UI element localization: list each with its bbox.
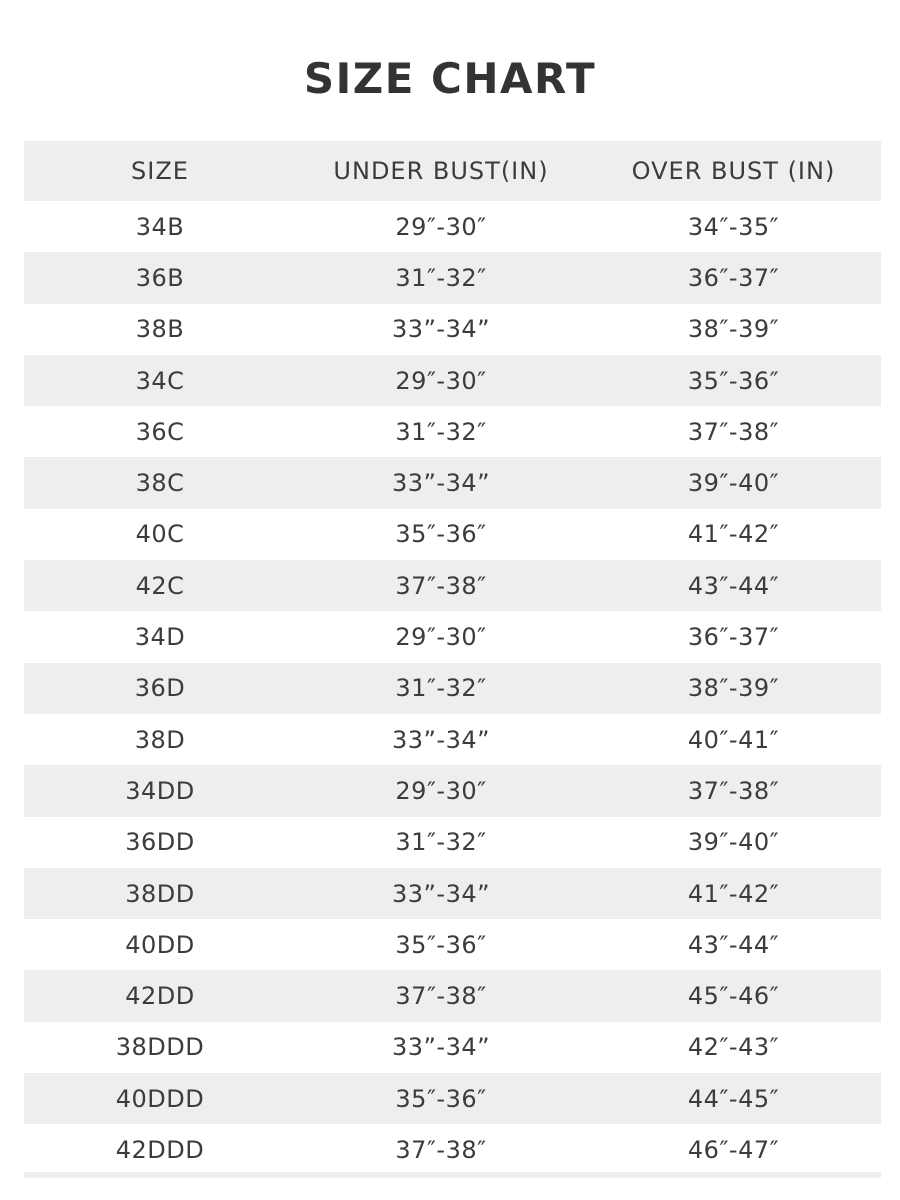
table-row (24, 304, 881, 355)
table-row (24, 252, 881, 303)
table-row (24, 714, 881, 765)
header-size: SIZE (131, 157, 189, 185)
cell-under-bust: 35″-36″ (395, 930, 487, 959)
table-row (24, 201, 881, 252)
cell-size: 38D (134, 725, 186, 754)
cell-under-bust: 33”-34” (391, 1033, 491, 1062)
cell-under-bust: 33”-34” (391, 469, 491, 498)
table-row (24, 765, 881, 816)
cell-over-bust: 39″-40″ (687, 828, 780, 857)
cell-size: 36D (134, 674, 186, 703)
table-body (24, 201, 881, 1176)
table-row (24, 817, 881, 868)
cell-under-bust: 31″-32″ (395, 417, 487, 446)
cell-under-bust: 31″-32″ (395, 828, 487, 857)
table-row (24, 868, 881, 919)
cell-under-bust: 37″-38″ (395, 1135, 487, 1164)
cell-over-bust: 41″-42″ (687, 520, 780, 549)
cell-under-bust: 31″-32″ (395, 263, 487, 292)
cell-size: 40DD (125, 930, 195, 959)
cell-under-bust: 35″-36″ (395, 1084, 487, 1113)
cell-size: 34C (135, 366, 185, 395)
table-row (24, 970, 881, 1021)
cell-over-bust: 43″-44″ (687, 930, 780, 959)
cell-size: 38B (135, 315, 185, 344)
cell-size: 36C (135, 417, 185, 446)
cell-over-bust: 44″-45″ (687, 1084, 780, 1113)
cell-over-bust: 46″-47″ (687, 1135, 780, 1164)
table-row (24, 509, 881, 560)
cell-over-bust: 40″-41″ (687, 725, 780, 754)
header-over-bust: OVER BUST (IN) (631, 157, 836, 185)
cell-over-bust: 36″-37″ (687, 263, 780, 292)
cell-over-bust: 35″-36″ (687, 366, 780, 395)
cell-size: 38C (135, 469, 185, 498)
cell-size: 40C (135, 520, 185, 549)
cell-size: 42C (135, 571, 185, 600)
cell-under-bust: 33”-34” (391, 725, 491, 754)
cell-size: 34D (134, 623, 186, 652)
page-title: SIZE CHART (303, 54, 597, 103)
cell-over-bust: 43″-44″ (687, 571, 780, 600)
cell-under-bust: 29″-30″ (395, 212, 487, 241)
cell-size: 40DDD (115, 1084, 205, 1113)
size-chart-table (24, 141, 881, 1176)
cell-under-bust: 33”-34” (391, 879, 491, 908)
cell-under-bust: 37″-38″ (395, 982, 487, 1011)
cell-size: 42DDD (115, 1135, 205, 1164)
cell-over-bust: 41″-42″ (687, 879, 780, 908)
cell-over-bust: 34″-35″ (687, 212, 780, 241)
cell-under-bust: 37″-38″ (395, 571, 487, 600)
table-row (24, 1022, 881, 1073)
cell-size: 34B (135, 212, 185, 241)
cell-over-bust: 36″-37″ (687, 623, 780, 652)
cell-under-bust: 29″-30″ (395, 366, 487, 395)
table-row (24, 611, 881, 662)
cell-size: 38DDD (115, 1033, 205, 1062)
cell-under-bust: 33”-34” (391, 315, 491, 344)
cell-over-bust: 39″-40″ (687, 469, 780, 498)
cell-over-bust: 38″-39″ (687, 674, 780, 703)
table-row (24, 560, 881, 611)
cell-over-bust: 38″-39″ (687, 315, 780, 344)
table-header-row (24, 141, 881, 201)
cell-under-bust: 35″-36″ (395, 520, 487, 549)
table-row (24, 457, 881, 508)
cell-over-bust: 37″-38″ (687, 417, 780, 446)
cell-size: 36DD (125, 828, 195, 857)
table-row (24, 919, 881, 970)
cell-size: 38DD (125, 879, 195, 908)
table-row (24, 663, 881, 714)
cell-under-bust: 31″-32″ (395, 674, 487, 703)
cell-over-bust: 37″-38″ (687, 776, 780, 805)
cell-size: 34DD (125, 776, 195, 805)
table-bottom-band (24, 1172, 881, 1178)
cell-under-bust: 29″-30″ (395, 776, 487, 805)
table-row (24, 406, 881, 457)
header-under-bust: UNDER BUST(IN) (333, 157, 549, 185)
table-row (24, 1073, 881, 1124)
cell-size: 42DD (125, 982, 195, 1011)
table-row (24, 1124, 881, 1175)
table-row (24, 355, 881, 406)
cell-over-bust: 42″-43″ (687, 1033, 780, 1062)
cell-size: 36B (135, 263, 185, 292)
cell-under-bust: 29″-30″ (395, 623, 487, 652)
cell-over-bust: 45″-46″ (687, 982, 780, 1011)
